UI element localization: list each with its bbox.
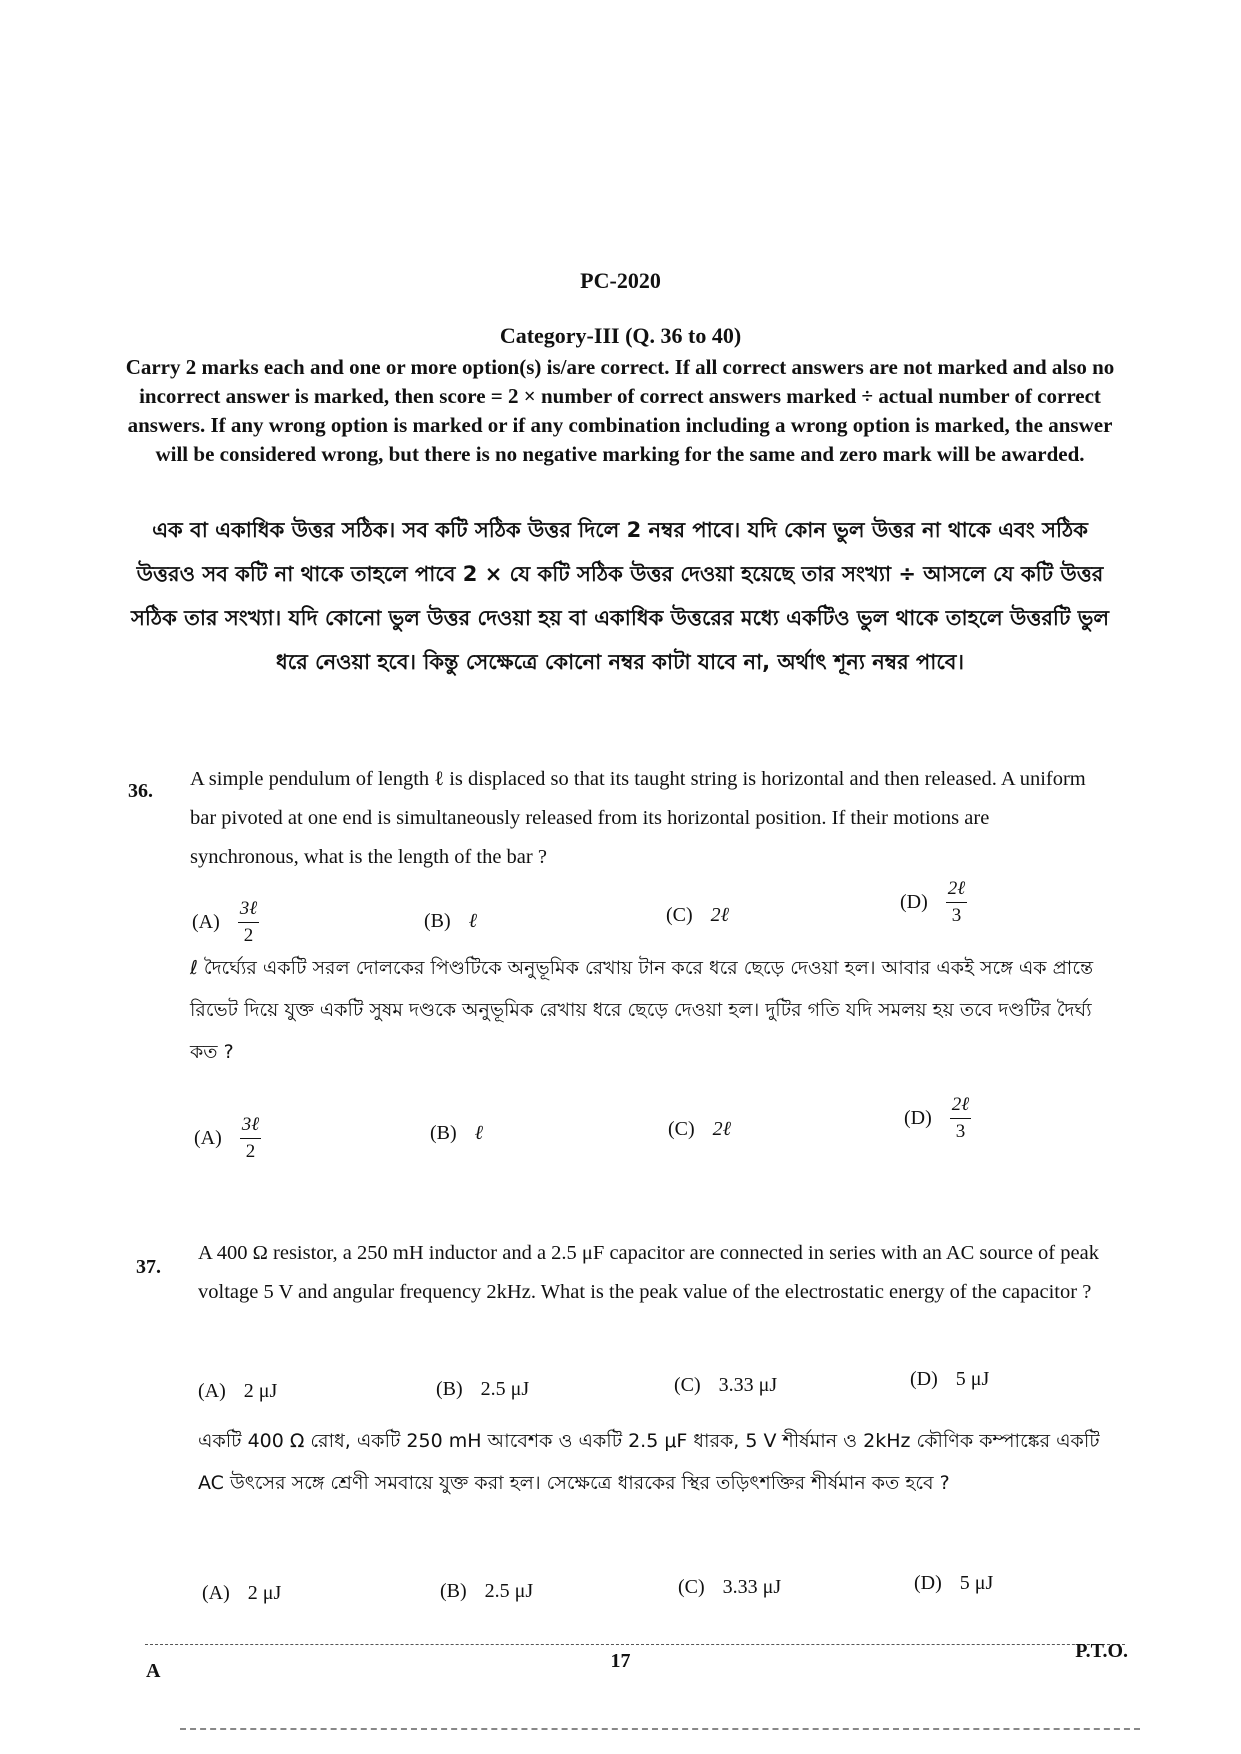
option-label: (A) bbox=[202, 1582, 230, 1604]
option-label: (B) bbox=[436, 1378, 463, 1400]
option-b bbox=[440, 1580, 533, 1603]
option-d bbox=[904, 1094, 971, 1143]
option-label: (D) bbox=[914, 1572, 942, 1594]
option-a bbox=[192, 898, 259, 947]
fraction bbox=[240, 1114, 261, 1163]
instructions-english: Carry 2 marks each and one or more option(s) is/are correct. If all correct answers are not marked and also no incorrect answer is marked, then score = 2 × number of correct answers marked ÷ actual number of correct answers. If any wrong option is marked or if any combination including a wrong option is marked, the answer will be considered wrong, but there is no negative marking for the same and zero mark will be awarded. bbox=[125, 355, 1115, 466]
option-c bbox=[668, 1118, 731, 1141]
option-c bbox=[674, 1374, 777, 1397]
bottom-scan-marks bbox=[180, 1728, 1140, 1730]
fraction-denominator: 2 bbox=[245, 1141, 256, 1162]
question-text-bengali: একটি 400 Ω রোধ, একটি 250 mH আবেশক ও একটি 2.5 μF ধারক, 5 V শীর্ষমান ও 2kHz কৌণিক কম্পাঙ্কের একটি AC উৎসের সঙ্গে শ্রেণী সমবায়ে যুক্ত করা হল। সেক্ষেত্রে ধারকের স্থির তড়িৎশক্তির শীর্ষমান কত হবে ? bbox=[198, 1430, 1100, 1494]
option-label: (D) bbox=[900, 891, 928, 913]
option-label: (A) bbox=[192, 911, 220, 933]
question-number: 37. bbox=[136, 1256, 161, 1278]
option-label: (C) bbox=[678, 1576, 705, 1598]
option-label: (B) bbox=[440, 1580, 467, 1602]
exam-code: PC-2020 bbox=[580, 268, 661, 293]
category-title: Category-III (Q. 36 to 40) bbox=[499, 323, 742, 348]
option-d bbox=[900, 878, 967, 927]
option-label: (C) bbox=[668, 1118, 695, 1140]
option-value: 2ℓ bbox=[710, 904, 730, 926]
option-a bbox=[202, 1582, 281, 1605]
fraction-numerator: 3ℓ bbox=[238, 898, 259, 923]
fraction-numerator: 2ℓ bbox=[946, 878, 967, 903]
instructions-bengali: এক বা একাধিক উত্তর সঠিক। সব কটি সঠিক উত্তর দিলে 2 নম্বর পাবে। যদি কোন ভুল উত্তর না থাকে এবং সঠিক উত্তরও সব কটি না থাকে তাহলে পাবে 2 × যে কটি সঠিক উত্তর দেওয়া হয়েছে তার সংখ্যা ÷ আসলে যে কটি উত্তর সঠিক তার সংখ্যা। যদি কোনো ভুল উত্তর দেওয়া হয় বা একাধিক উত্তরের মধ্যে একটিও ভুল থাকে তাহলে উত্তরটি ভুল ধরে নেওয়া হবে। কিন্তু সেক্ষেত্রে কোনো নম্বর কাটা যাবে না, অর্থাৎ শূন্য নম্বর পাবে। bbox=[131, 518, 1109, 674]
option-label: (D) bbox=[910, 1368, 938, 1390]
option-value: ℓ bbox=[474, 1122, 484, 1144]
option-c bbox=[666, 904, 729, 927]
option-value: ℓ bbox=[468, 910, 478, 932]
option-value: 5 μJ bbox=[955, 1368, 990, 1390]
option-c bbox=[678, 1576, 781, 1599]
option-value: 2.5 μJ bbox=[480, 1378, 530, 1400]
option-d bbox=[914, 1572, 993, 1595]
option-a bbox=[198, 1380, 277, 1403]
option-label: (C) bbox=[666, 904, 693, 926]
option-b bbox=[424, 910, 477, 933]
option-value: 2 μJ bbox=[247, 1582, 282, 1604]
option-label: (C) bbox=[674, 1374, 701, 1396]
option-value: 5 μJ bbox=[959, 1572, 994, 1594]
question-text-bengali: ℓ দৈর্ঘ্যের একটি সরল দোলকের পিণ্ডটিকে অনুভূমিক রেখায় টান করে ধরে ছেড়ে দেওয়া হল। আবার একই সঙ্গে এক প্রান্তে রিভেট দিয়ে যুক্ত একটি সুষম দণ্ডকে অনুভূমিক রেখায় ধরে ছেড়ে দেওয়া হল। দুটির গতি যদি সমলয় হয় তবে দণ্ডটির দৈর্ঘ্য কত ? bbox=[190, 957, 1094, 1063]
fraction bbox=[946, 878, 967, 927]
footer-divider bbox=[145, 1644, 1125, 1645]
option-value: 2ℓ bbox=[712, 1118, 732, 1140]
option-value: 2.5 μJ bbox=[484, 1580, 534, 1602]
fraction-denominator: 3 bbox=[955, 1121, 966, 1142]
fraction bbox=[950, 1094, 971, 1143]
fraction bbox=[238, 898, 259, 947]
fraction-denominator: 2 bbox=[243, 925, 254, 946]
please-turn-over: P.T.O. bbox=[1075, 1640, 1128, 1662]
question-number: 36. bbox=[128, 780, 153, 802]
question-text-english: A 400 Ω resistor, a 250 mH inductor and a 2.5 μF capacitor are connected in series with an AC source of peak voltage 5 V and angular frequency 2kHz. What is the peak value of the electrostatic energy of the capacitor ? bbox=[198, 1242, 1099, 1303]
option-a bbox=[194, 1114, 261, 1163]
fraction-numerator: 2ℓ bbox=[950, 1094, 971, 1119]
option-value: 3.33 μJ bbox=[718, 1374, 778, 1396]
option-b bbox=[430, 1122, 483, 1145]
fraction-numerator: 3ℓ bbox=[240, 1114, 261, 1139]
booklet-series: A bbox=[146, 1660, 161, 1682]
option-d bbox=[910, 1368, 989, 1391]
option-b bbox=[436, 1378, 529, 1401]
option-label: (B) bbox=[424, 910, 451, 932]
option-label: (A) bbox=[198, 1380, 226, 1402]
option-value: 2 μJ bbox=[243, 1380, 278, 1402]
question-text-english: A simple pendulum of length ℓ is displaced so that its taught string is horizontal and then released. A uniform bar pivoted at one end is simultaneously released from its horizontal position. If their motions are synchronous, what is the length of the bar ? bbox=[190, 768, 1086, 868]
option-label: (A) bbox=[194, 1127, 222, 1149]
option-value: 3.33 μJ bbox=[722, 1576, 782, 1598]
page-number: 17 bbox=[610, 1650, 631, 1672]
option-label: (B) bbox=[430, 1122, 457, 1144]
option-label: (D) bbox=[904, 1107, 932, 1129]
fraction-denominator: 3 bbox=[951, 905, 962, 926]
